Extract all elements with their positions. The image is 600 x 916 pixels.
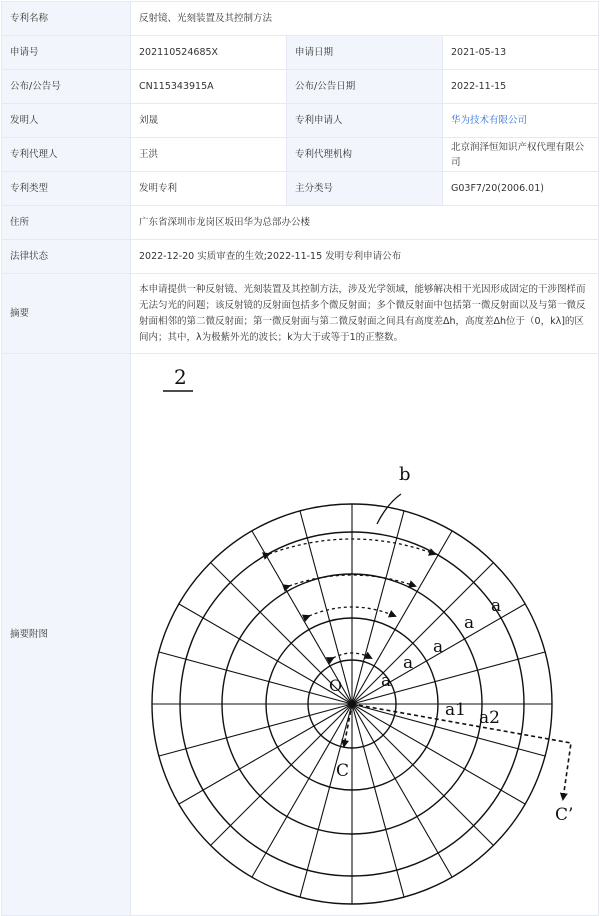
applicant-link[interactable]: 华为技术有限公司 <box>443 104 599 138</box>
agent-value: 王洪 <box>131 138 287 172</box>
mirror-diagram <box>152 494 574 904</box>
patent-info-table <box>1 1 599 916</box>
app-no-label: 申请号 <box>2 36 131 70</box>
ipc-value: G03F7/20(2006.01) <box>443 172 599 206</box>
row-agent <box>2 138 599 172</box>
label-b: b <box>399 464 411 485</box>
abstract-text: 本申请提供一种反射镜、光刻装置及其控制方法，涉及光学领域，能够解决相干光因形成固定的干涉图样而无法匀光的问题；该反射镜的反射面包括多个微反射面；多个微反射面中包括第一微反射面以及与第一微反射面相邻的第二微反射面；第一微反射面与第二微反射面之间具有高度差Δh，高度差Δh位于（0，kλ]的区间内；其中，λ为极紫外光的波长；k为大于或等于1的正整数。 <box>131 274 599 354</box>
row-title <box>2 2 599 36</box>
row-inventor <box>2 104 599 138</box>
legal-value: 2022-12-20 实质审查的生效;2022-11-15 发明专利申请公布 <box>131 240 599 274</box>
type-label: 专利类型 <box>2 172 131 206</box>
label-c-prime: C’ <box>555 805 574 825</box>
inventor-label: 发明人 <box>2 104 131 138</box>
row-figure <box>2 354 599 916</box>
row-publication <box>2 70 599 104</box>
app-date-label: 申请日期 <box>287 36 443 70</box>
address-value: 广东省深圳市龙岗区坂田华为总部办公楼 <box>131 206 599 240</box>
app-date-value: 2021-05-13 <box>443 36 599 70</box>
row-abstract <box>2 274 599 354</box>
type-value: 发明专利 <box>131 172 287 206</box>
row-type <box>2 172 599 206</box>
row-application <box>2 36 599 70</box>
ipc-label: 主分类号 <box>287 172 443 206</box>
label-a-2: a <box>403 653 414 673</box>
label-a-3: a <box>433 637 444 657</box>
address-label: 住所 <box>2 206 131 240</box>
pub-date-label: 公布/公告日期 <box>287 70 443 104</box>
pub-date-value: 2022-11-15 <box>443 70 599 104</box>
label-a-4: a <box>464 613 475 633</box>
legal-label: 法律状态 <box>2 240 131 274</box>
figure-labels <box>329 464 573 825</box>
pub-no-value: CN115343915A <box>131 70 287 104</box>
agency-value: 北京润泽恒知识产权代理有限公司 <box>443 138 599 172</box>
title-label: 专利名称 <box>2 2 131 36</box>
applicant-label: 专利申请人 <box>287 104 443 138</box>
label-a2: a2 <box>479 708 500 728</box>
title-value: 反射镜、光刻装置及其控制方法 <box>131 2 599 36</box>
figure-cell <box>131 354 599 916</box>
label-o: O <box>329 676 343 695</box>
label-c: C <box>336 761 350 781</box>
agency-label: 专利代理机构 <box>287 138 443 172</box>
label-a-1: a <box>381 671 392 691</box>
app-no-value: 202110524685X <box>131 36 287 70</box>
agent-label: 专利代理人 <box>2 138 131 172</box>
abstract-figure <box>139 354 600 910</box>
label-a-5: a <box>491 596 502 616</box>
figure-number: 2 <box>174 365 187 389</box>
row-address <box>2 206 599 240</box>
label-a1: a1 <box>445 700 466 720</box>
abstract-label: 摘要 <box>2 274 131 354</box>
row-legal <box>2 240 599 274</box>
pub-no-label: 公布/公告号 <box>2 70 131 104</box>
inventor-value: 刘晟 <box>131 104 287 138</box>
figure-label: 摘要附图 <box>2 354 131 916</box>
